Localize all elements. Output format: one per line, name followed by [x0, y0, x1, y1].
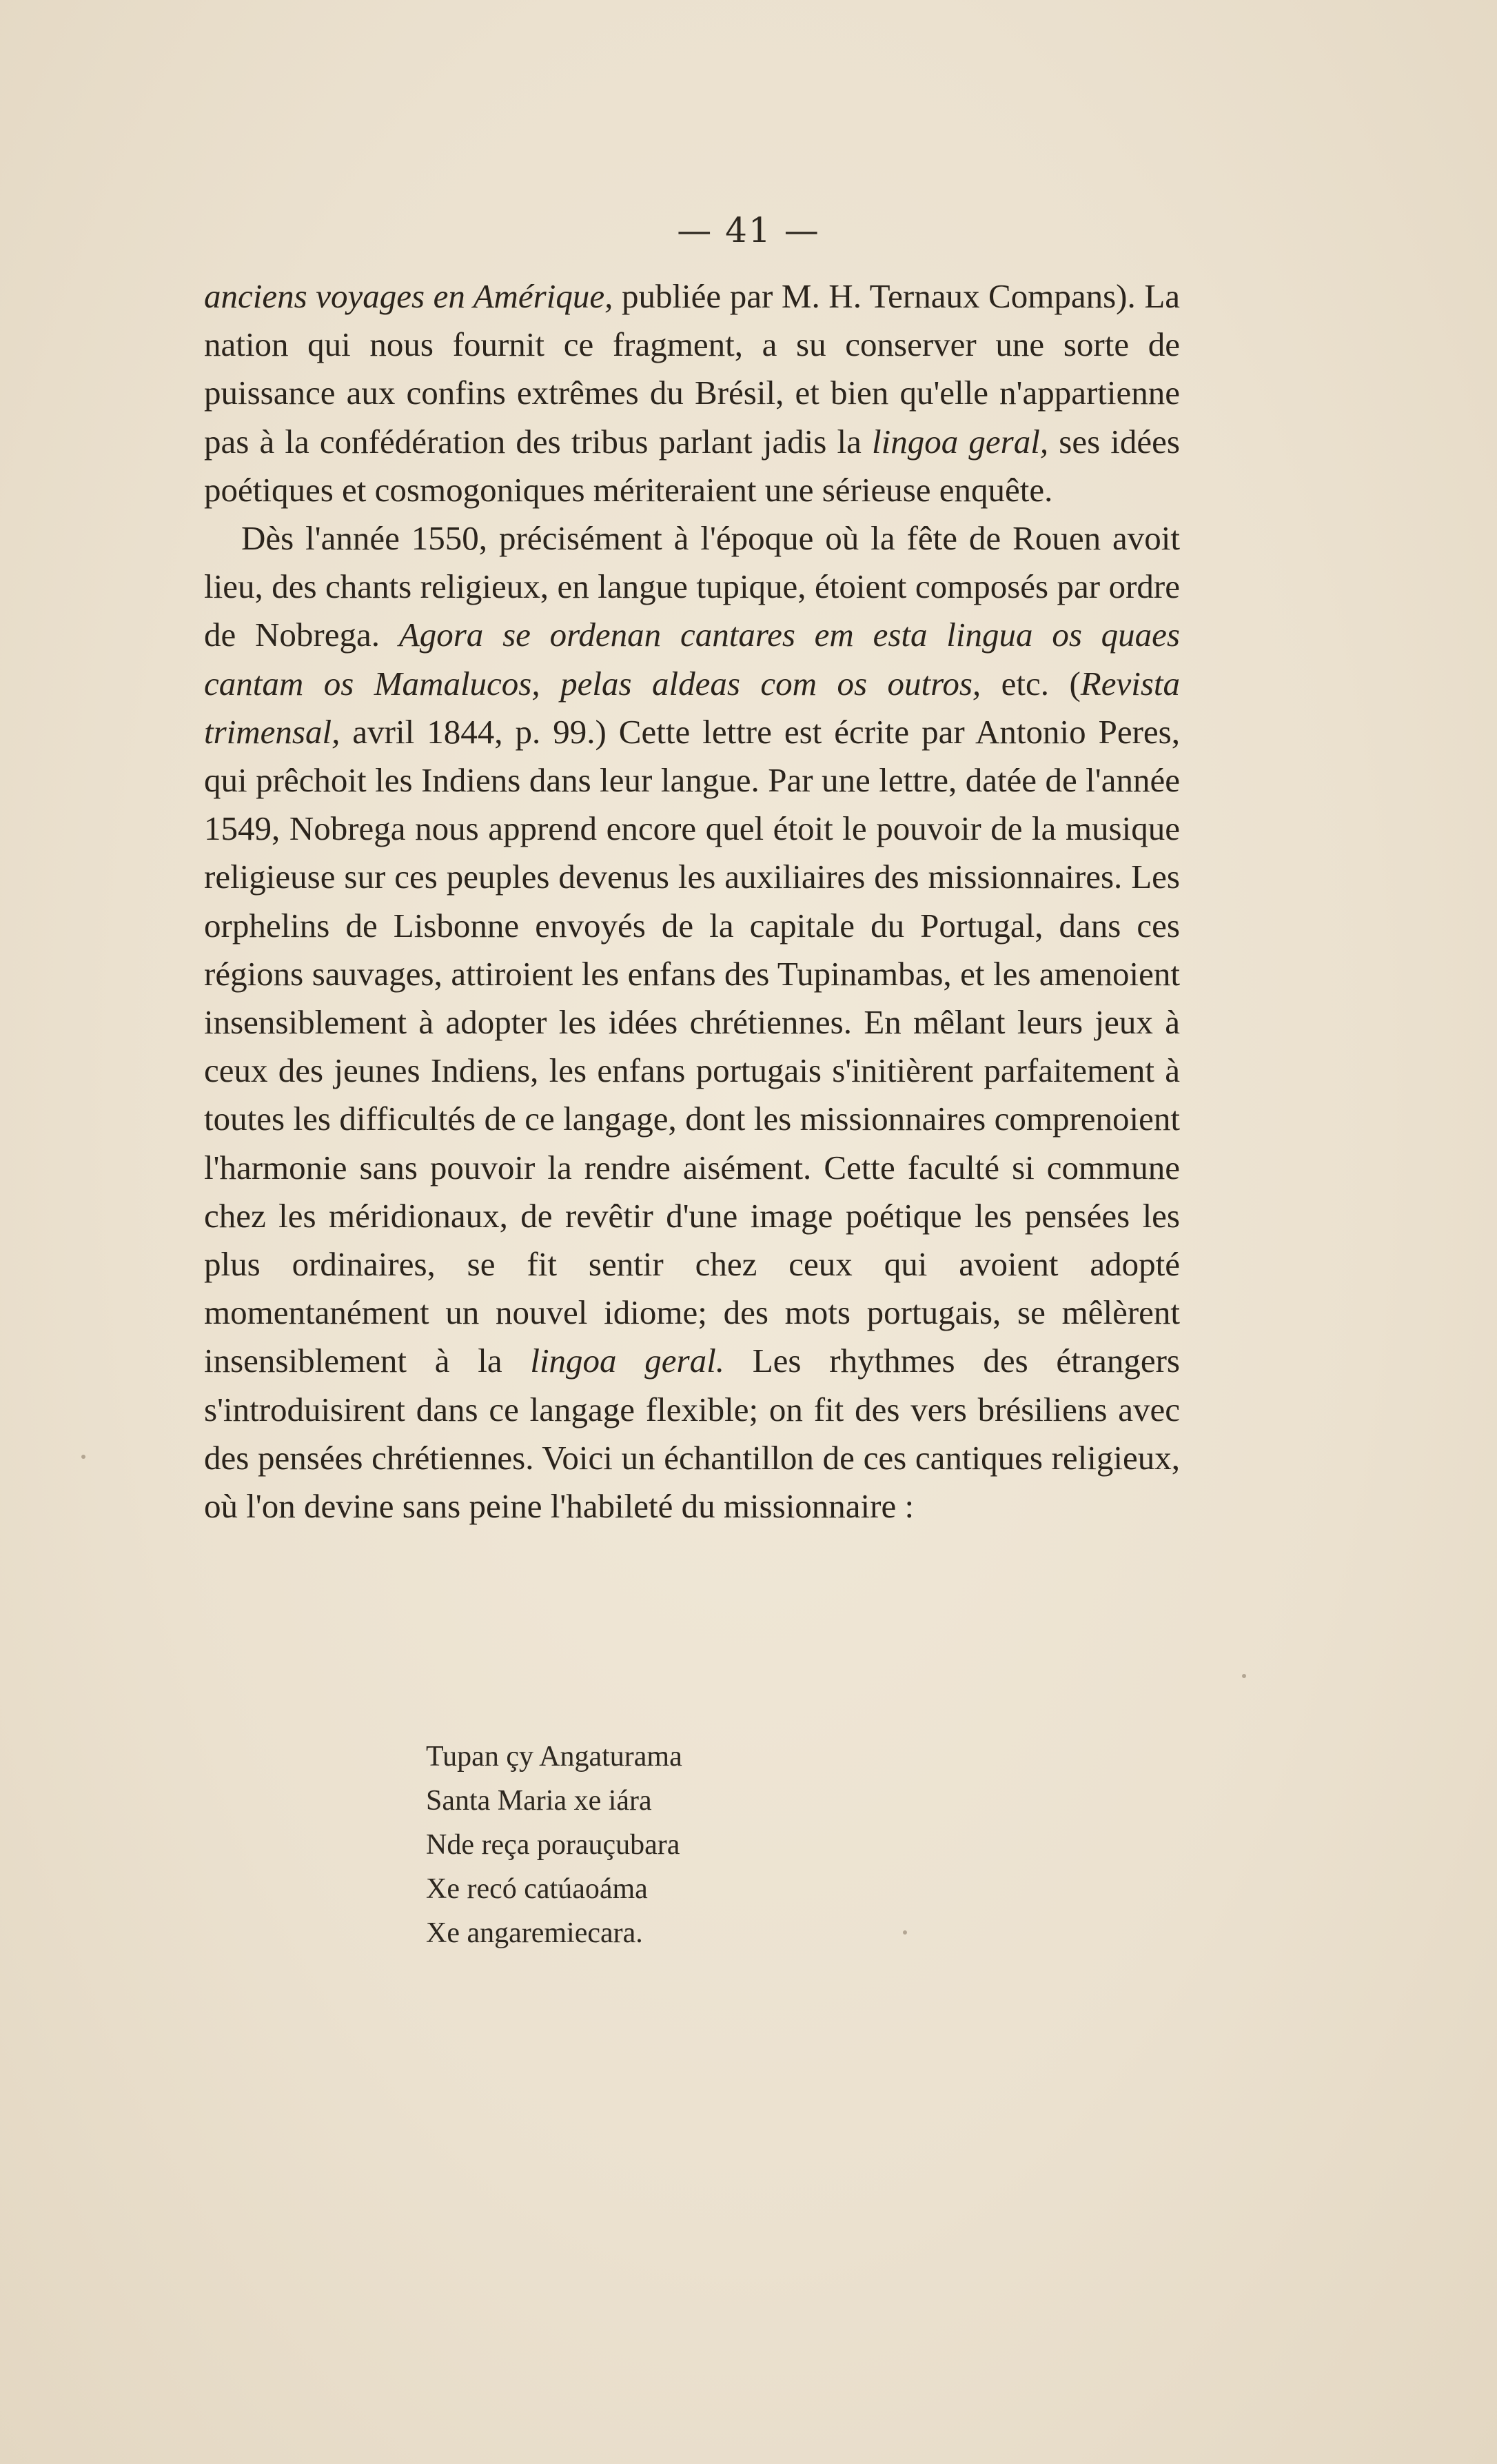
paper-speck — [903, 1930, 907, 1935]
poem — [426, 1735, 682, 1955]
poem-line: Tupan çy Angaturama — [426, 1741, 682, 1773]
paragraph-2 — [204, 514, 1180, 1531]
poem-line: Xe recó catúaoáma — [426, 1873, 648, 1905]
text-run: Les rhythmes des étrangers s'introduisirent dans ce langage flexible; on fit des vers brésiliens avec des pensées chrétiennes. Voici un échantillon de ces cantiques religieux, où l'on devine sans peine l'habileté du missionnaire : — [204, 1342, 1180, 1526]
page-number: — 41 — — [677, 210, 820, 250]
text-run: Dès l'année 1550, précisément à l'époque où la fête de Rouen avoit lieu, des chants religieux, en langue tupique, étoient composés par ordre de Nobrega. — [204, 519, 1180, 654]
italic-term: lingoa geral, — [872, 422, 1049, 461]
italic-title: anciens voyages en Amérique, — [204, 277, 613, 315]
paper-speck — [81, 1455, 85, 1459]
poem-line: Santa Maria xe iára — [426, 1785, 652, 1817]
text-run: ses idées poétiques et cosmogoniques mériteraient une sérieuse enquête. — [204, 422, 1180, 509]
text-run: etc. ( — [981, 664, 1081, 703]
poem-line: Nde reça porauçubara — [426, 1829, 680, 1861]
paragraph-1 — [204, 272, 1180, 514]
italic-citation: Revista trimensal, — [204, 664, 1181, 751]
paper-speck — [1242, 1674, 1246, 1678]
italic-quote: Agora se ordenan cantares em esta lingua os quaes cantam os Mamalucos, pelas aldeas com os outros, — [204, 616, 1180, 703]
body-text — [204, 272, 1180, 1531]
italic-term: lingoa geral. — [530, 1342, 724, 1380]
text-run: publiée par M. H. Ternaux Compans). La nation qui nous fournit ce fragment, a su conserver une sorte de puissance aux confins extrêmes du Brésil, et bien qu'elle n'appartienne pas à la confédération des tribus parlant jadis la — [204, 277, 1180, 461]
poem-line: Xe angaremiecara. — [426, 1917, 643, 1949]
text-run: avril 1844, p. 99.) Cette lettre est écrite par Antonio Peres, qui prêchoit les Indiens dans leur langue. Par une lettre, datée de l'année 1549, Nobrega nous apprend encore quel étoit le pouvoir de la musique religieuse sur ces peuples devenus les auxiliaires des missionnaires. Les orphelins de Lisbonne envoyés de la capitale du Portugal, dans ces régions sauvages, attiroient les enfans des Tupinambas, et les amenoient insensiblement à adopter les idées chrétiennes. En mêlant leurs jeux à ceux des jeunes Indiens, les enfans portugais s'initièrent parfaitement à toutes les difficultés de ce langage, dont les missionnaires comprenoient l'harmonie sans pouvoir la rendre aisément. Cette faculté si commune chez les méridionaux, de revêtir d'une image poétique les pensées les plus ordinaires, se fit sentir chez ceux qui avoient adopté momentanément un nouvel idiome; des mots portugais, se mêlèrent insensiblement à la — [204, 712, 1180, 1380]
